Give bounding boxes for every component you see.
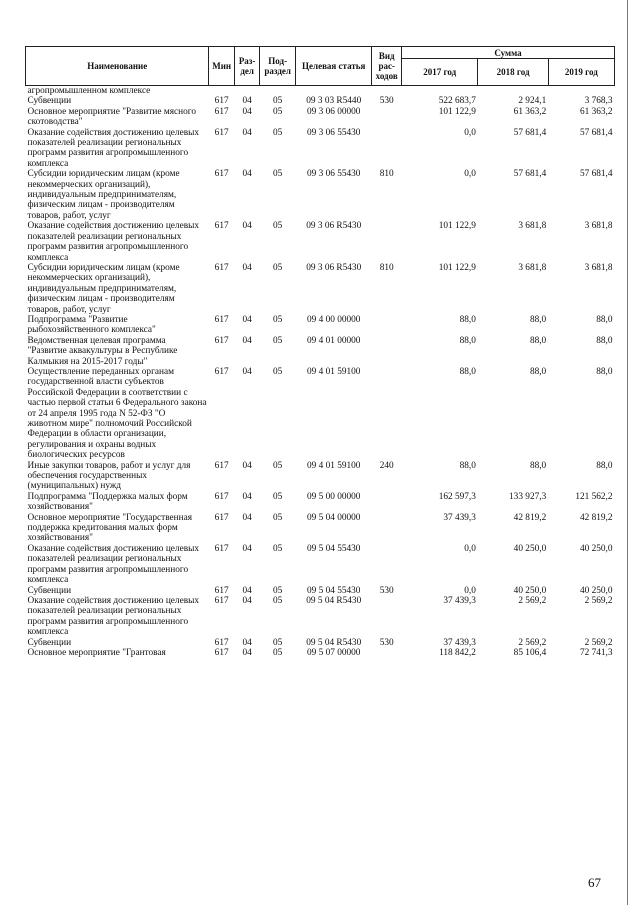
col-header-razdel: Раз-дел <box>234 47 259 86</box>
row-min: 617 <box>214 314 229 325</box>
row-sum-2019: 121 562,2 <box>575 491 613 502</box>
row-sum-2018 <box>478 86 548 97</box>
row-min: 617 <box>214 221 229 232</box>
row-sum-2017: 522 683,7 <box>438 96 476 107</box>
row-target: 09 5 07 00000 <box>306 647 361 658</box>
row-target: 09 4 00 00000 <box>306 314 361 325</box>
row-expense-type <box>372 315 402 336</box>
row-sum-2019: 2 569,2 <box>584 595 613 606</box>
row-razdel: 04 <box>242 647 252 658</box>
budget-table <box>25 46 615 658</box>
row-expense-type <box>372 221 402 263</box>
table-row <box>26 586 615 596</box>
row-sum-2017: 118 842,2 <box>439 647 476 658</box>
table-row <box>26 367 615 461</box>
row-sum-2019 <box>548 86 614 97</box>
row-podrazdel: 05 <box>273 106 283 117</box>
row-sum-2019: 3 768,3 <box>584 96 613 107</box>
row-sum-2018: 85 106,4 <box>513 647 547 658</box>
row-sum-2018: 42 819,2 <box>513 512 547 523</box>
row-expense-type <box>372 596 402 638</box>
row-target: 09 3 06 55430 <box>306 169 361 180</box>
row-name: Оказание содействия достижению целевых показателей реализации региональных программ развития агропромышленного комплекса <box>27 127 199 169</box>
row-name: Ведомственная целевая программа "Развитие аквакультуры в Республике Калмыкия на 2015-2017 годы" <box>27 335 178 367</box>
row-expense-type <box>372 128 402 170</box>
row-sum-2018: 88,0 <box>529 335 547 346</box>
row-target: 09 4 01 00000 <box>306 335 361 346</box>
table-row <box>26 315 615 336</box>
row-podrazdel: 05 <box>273 512 283 523</box>
row-sum-2019: 40 250,0 <box>579 543 613 554</box>
row-sum-2017: 0,0 <box>464 585 476 596</box>
row-sum-2018: 2 924,1 <box>518 96 547 107</box>
row-min: 617 <box>214 460 229 471</box>
row-sum-2017: 88,0 <box>459 314 476 325</box>
row-name: Субвенции <box>27 637 72 648</box>
row-expense-type <box>372 86 402 97</box>
row-min: 617 <box>214 96 229 107</box>
row-sum-2017: 37 439,3 <box>443 637 476 648</box>
row-name: Осуществление переданных органам государственной власти субъектов Российской Федерации в соответствии с частью первой статьи 6 Федерального закона от 24 апреля 1995 года N 52-ФЗ "О животном мире" полномочий Российской Федерации в области организации, регулирования и охраны водных биологических ресурсов <box>27 366 207 461</box>
row-podrazdel: 05 <box>273 491 283 502</box>
row-razdel: 04 <box>242 637 252 648</box>
table-row <box>26 492 615 513</box>
table-row <box>26 96 615 106</box>
row-razdel: 04 <box>242 366 252 377</box>
table-row <box>26 336 615 367</box>
row-min: 617 <box>214 262 229 273</box>
row-target <box>296 86 372 97</box>
row-podrazdel <box>260 86 296 97</box>
row-sum-2018: 88,0 <box>529 314 547 325</box>
row-podrazdel: 05 <box>273 595 283 606</box>
row-expense-type <box>372 336 402 367</box>
row-sum-2019: 3 681,8 <box>584 221 613 232</box>
row-expense-type: 530 <box>379 96 394 107</box>
row-sum-2017 <box>401 86 477 97</box>
row-razdel: 04 <box>242 314 252 325</box>
table-body <box>26 86 615 659</box>
row-min <box>209 86 234 97</box>
row-razdel: 04 <box>242 512 252 523</box>
row-razdel: 04 <box>242 96 252 107</box>
row-podrazdel: 05 <box>273 127 283 138</box>
row-sum-2018: 2 569,2 <box>518 637 547 648</box>
row-sum-2018: 88,0 <box>529 366 547 377</box>
row-razdel: 04 <box>242 221 252 232</box>
row-target: 09 5 04 R5430 <box>306 595 362 606</box>
row-sum-2019: 88,0 <box>596 335 613 346</box>
row-target: 09 5 04 R5430 <box>306 637 362 648</box>
col-header-2018: 2018 год <box>478 59 548 86</box>
row-razdel: 04 <box>242 262 252 273</box>
row-podrazdel: 05 <box>273 647 283 658</box>
row-podrazdel: 05 <box>273 314 283 325</box>
col-header-expense-type: Вид рас-ходов <box>372 47 402 86</box>
row-name: Субвенции <box>27 96 72 107</box>
row-sum-2019: 88,0 <box>596 460 613 471</box>
row-sum-2017: 101 122,9 <box>438 262 476 273</box>
row-name: Подпрограмма "Развитие рыбохозяйственного комплекса" <box>27 314 156 336</box>
row-expense-type <box>372 513 402 544</box>
row-razdel: 04 <box>242 585 252 596</box>
row-name: Иные закупки товаров, работ и услуг для обеспечения государственных (муниципальных) нужд <box>27 460 191 492</box>
row-podrazdel: 05 <box>273 96 283 107</box>
row-name: Субсидии юридическим лицам (кроме некоммерческих организаций), индивидуальным предпринимателям, физическим лицам - производителям товаров, работ, услуг <box>27 169 180 221</box>
table-row <box>26 461 615 492</box>
row-sum-2017: 37 439,3 <box>443 595 476 606</box>
row-min: 617 <box>214 543 229 554</box>
row-target: 09 3 03 R5440 <box>306 96 362 107</box>
row-sum-2018: 61 363,2 <box>513 106 547 117</box>
table-row <box>26 86 615 97</box>
row-expense-type: 810 <box>379 262 394 273</box>
row-podrazdel: 05 <box>273 585 283 596</box>
row-sum-2018: 2 569,2 <box>518 595 547 606</box>
row-min: 617 <box>214 491 229 502</box>
row-sum-2017: 88,0 <box>459 460 476 471</box>
row-sum-2017: 88,0 <box>459 335 476 346</box>
row-sum-2018: 3 681,8 <box>518 262 547 273</box>
row-sum-2018: 3 681,8 <box>518 221 547 232</box>
col-header-sum: Сумма <box>401 47 614 59</box>
col-header-2019: 2019 год <box>548 59 614 86</box>
header-row <box>26 47 615 59</box>
row-podrazdel: 05 <box>273 169 283 180</box>
row-name: Субвенции <box>27 585 72 596</box>
row-target: 09 4 01 59100 <box>306 366 361 377</box>
row-razdel: 04 <box>242 335 252 346</box>
row-expense-type <box>372 492 402 513</box>
table-row <box>26 169 615 221</box>
row-name: Основное мероприятие "Грантовая <box>27 647 166 658</box>
table-row <box>26 596 615 638</box>
row-min: 617 <box>214 127 229 138</box>
row-expense-type: 810 <box>379 169 394 180</box>
row-min: 617 <box>214 169 229 180</box>
row-podrazdel: 05 <box>273 335 283 346</box>
row-sum-2019: 57 681,4 <box>579 127 613 138</box>
row-sum-2017: 0,0 <box>464 169 476 180</box>
row-podrazdel: 05 <box>273 460 283 471</box>
table-row <box>26 128 615 170</box>
col-header-2017: 2017 год <box>401 59 477 86</box>
row-target: 09 3 06 00000 <box>306 106 361 117</box>
row-name: агропромышленном комплексе <box>27 86 151 96</box>
page-edge <box>627 0 628 905</box>
table-row <box>26 221 615 263</box>
row-min: 617 <box>214 366 229 377</box>
row-sum-2018: 57 681,4 <box>513 169 547 180</box>
row-sum-2018: 88,0 <box>529 460 547 471</box>
row-min: 617 <box>214 637 229 648</box>
row-sum-2017: 0,0 <box>464 127 476 138</box>
row-sum-2019: 88,0 <box>596 366 613 377</box>
row-min: 617 <box>214 595 229 606</box>
row-podrazdel: 05 <box>273 366 283 377</box>
col-header-target: Целевая статья <box>296 47 372 86</box>
row-razdel: 04 <box>242 491 252 502</box>
table-row <box>26 513 615 544</box>
row-target: 09 3 06 R5430 <box>306 221 362 232</box>
row-sum-2019: 61 363,2 <box>579 106 613 117</box>
row-target: 09 5 04 55430 <box>306 585 361 596</box>
row-expense-type <box>372 367 402 461</box>
row-podrazdel: 05 <box>273 221 283 232</box>
row-expense-type <box>372 544 402 586</box>
row-razdel: 04 <box>242 127 252 138</box>
row-min: 617 <box>214 106 229 117</box>
row-name: Подпрограмма "Поддержка малых форм хозяйствования" <box>27 491 188 513</box>
row-expense-type: 240 <box>379 460 394 471</box>
row-min: 617 <box>214 512 229 523</box>
row-expense-type: 530 <box>379 585 394 596</box>
col-header-name: Наименование <box>26 47 209 86</box>
row-name: Оказание содействия достижению целевых показателей реализации региональных программ развития агропромышленного комплекса <box>27 595 199 638</box>
row-sum-2019: 72 741,3 <box>579 647 613 658</box>
row-target: 09 3 06 55430 <box>306 127 361 138</box>
row-target: 09 5 00 00000 <box>306 491 361 502</box>
row-target: 09 4 01 59100 <box>306 460 361 471</box>
table-row <box>26 263 615 315</box>
row-sum-2019: 57 681,4 <box>579 169 613 180</box>
row-sum-2017: 88,0 <box>459 366 476 377</box>
row-sum-2019: 88,0 <box>596 314 613 325</box>
col-header-min: Мин <box>209 47 234 86</box>
row-name: Субсидии юридическим лицам (кроме некоммерческих организаций), индивидуальным предпринимателям, физическим лицам - производителям товаров, работ, услуг <box>27 262 180 315</box>
row-sum-2019: 42 819,2 <box>579 512 613 523</box>
row-target: 09 5 04 00000 <box>306 512 361 523</box>
table-row <box>26 544 615 586</box>
row-min: 617 <box>214 335 229 346</box>
row-expense-type: 530 <box>379 637 394 648</box>
row-razdel: 04 <box>242 595 252 606</box>
row-sum-2017: 101 122,9 <box>438 221 476 232</box>
row-target: 09 5 04 55430 <box>306 543 361 554</box>
row-expense-type <box>372 648 402 658</box>
row-sum-2019: 2 569,2 <box>584 637 613 648</box>
row-name: Основное мероприятие "Развитие мясного скотоводства" <box>27 106 196 128</box>
table-row <box>26 648 615 658</box>
row-sum-2017: 101 122,9 <box>438 106 476 117</box>
row-sum-2019: 3 681,8 <box>584 262 613 273</box>
row-name: Оказание содействия достижению целевых показателей реализации региональных программ развития агропромышленного комплекса <box>27 543 199 586</box>
row-razdel: 04 <box>242 543 252 554</box>
page-number: 67 <box>588 875 601 890</box>
table-row <box>26 107 615 128</box>
row-sum-2018: 40 250,0 <box>513 543 547 554</box>
table-row <box>26 638 615 648</box>
row-name: Оказание содействия достижению целевых показателей реализации региональных программ развития агропромышленного комплекса <box>27 221 199 263</box>
row-sum-2017: 0,0 <box>464 543 476 554</box>
row-min: 617 <box>214 647 229 658</box>
row-sum-2018: 40 250,0 <box>513 585 547 596</box>
row-sum-2018: 57 681,4 <box>513 127 547 138</box>
row-name: Основное мероприятие "Государственная поддержка кредитования малых форм хозяйствования" <box>27 512 193 544</box>
row-razdel: 04 <box>242 460 252 471</box>
row-sum-2018: 133 927,3 <box>509 491 547 502</box>
col-header-podrazdel: Под-раздел <box>260 47 296 86</box>
row-razdel: 04 <box>242 106 252 117</box>
row-sum-2019: 40 250,0 <box>579 585 613 596</box>
row-razdel: 04 <box>242 169 252 180</box>
row-min: 617 <box>214 585 229 596</box>
row-podrazdel: 05 <box>273 637 283 648</box>
row-expense-type <box>372 107 402 128</box>
row-sum-2017: 37 439,3 <box>443 512 476 523</box>
row-razdel <box>234 86 259 97</box>
row-target: 09 3 06 R5430 <box>306 262 362 273</box>
row-podrazdel: 05 <box>273 543 283 554</box>
row-podrazdel: 05 <box>273 262 283 273</box>
row-sum-2017: 162 597,3 <box>438 491 476 502</box>
